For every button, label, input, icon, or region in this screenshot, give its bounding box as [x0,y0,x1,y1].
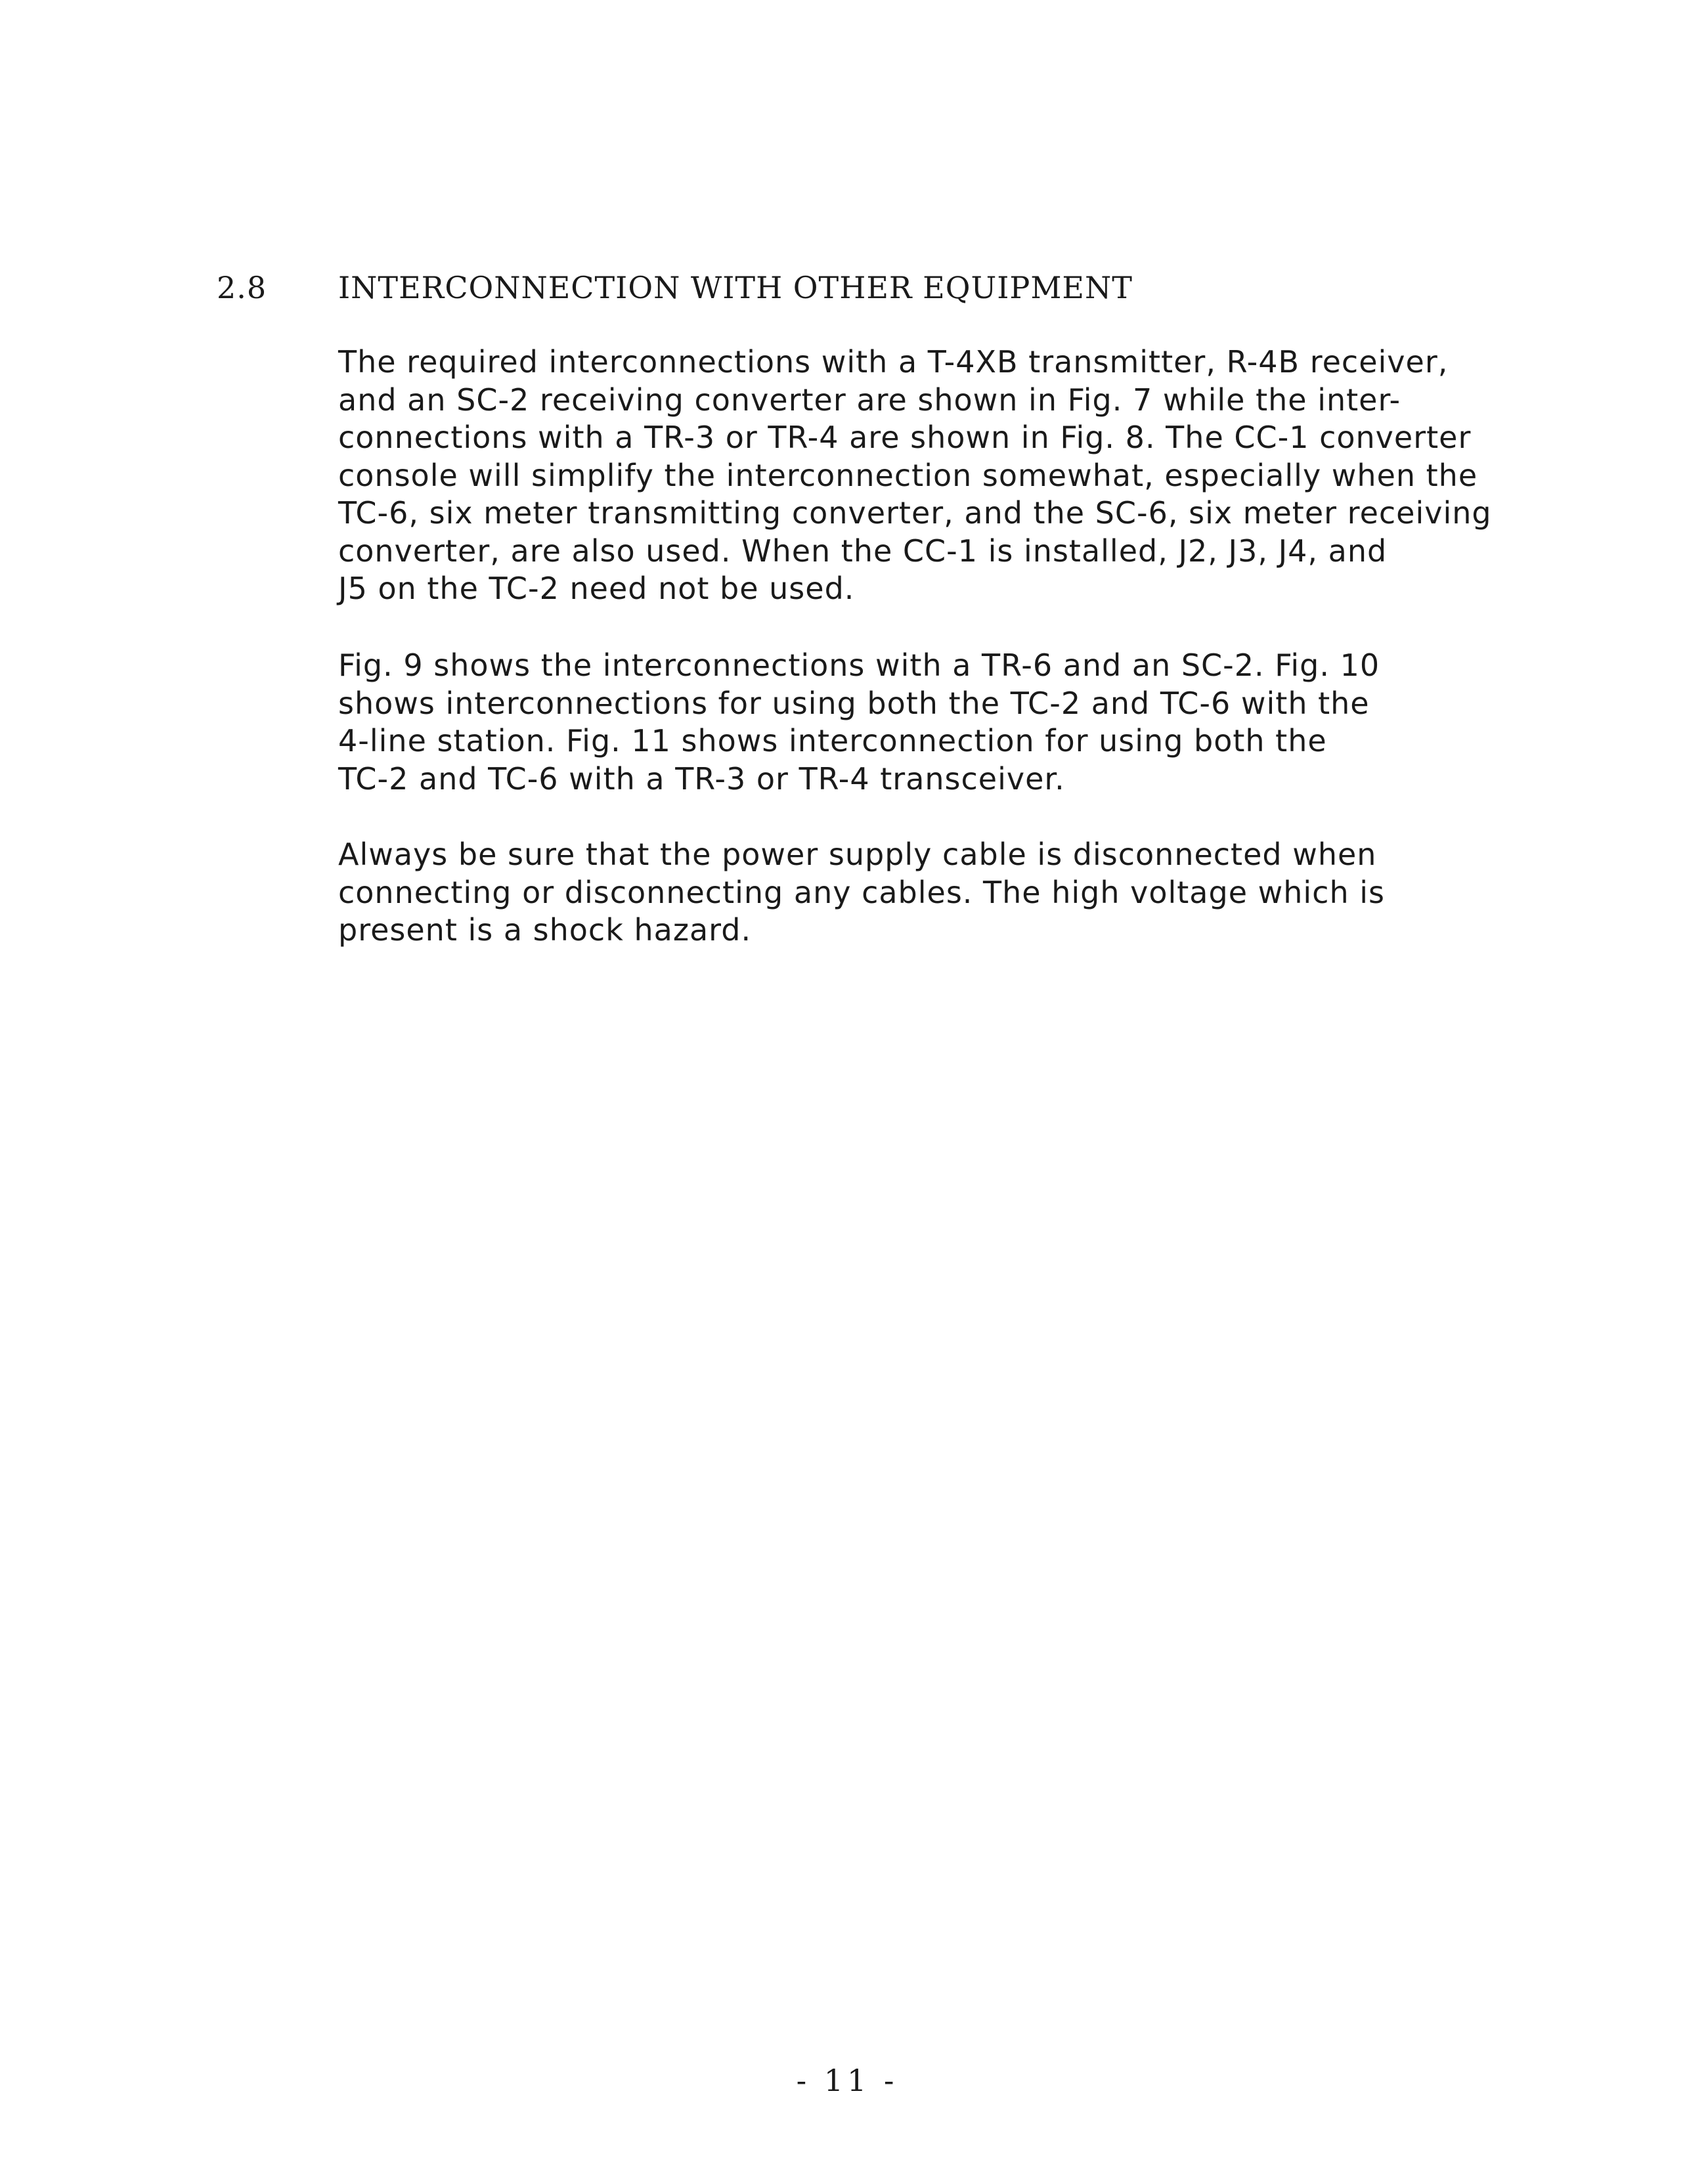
section-title: INTERCONNECTION WITH OTHER EQUIPMENT [338,270,1133,305]
text-line: converter, are also used. When the CC-1 is installed, J2, J3, J4, and [338,533,1388,569]
text-line: console will simplify the interconnection somewhat, especially when the [338,457,1478,493]
text-line: shows interconnections for using both the TC-2 and TC-6 with the [338,685,1370,721]
text-line: present is a shock hazard. [338,912,752,948]
text-line: The required interconnections with a T-4XB transmitter, R-4B receiver, [338,344,1449,380]
paragraph-safety-warning [338,836,1553,950]
text-line: connecting or disconnecting any cables. The high voltage which is [338,874,1385,910]
text-line: Fig. 9 shows the interconnections with a TR-6 and an SC-2. Fig. 10 [338,648,1380,683]
text-line: TC-2 and TC-6 with a TR-3 or TR-4 transceiver. [338,760,1065,797]
text-line: 4-line station. Fig. 11 shows interconnection for using both the [338,723,1327,758]
text-line: J5 on the TC-2 need not be used. [338,571,855,606]
page-number: - 11 - [796,2063,898,2098]
paragraph-figures [338,647,1553,798]
paragraph-interconnections [338,343,1553,608]
text-line: Always be sure that the power supply cable is disconnected when [338,837,1377,872]
text-line: connections with a TR-3 or TR-4 are shown in Fig. 8. The CC-1 converter [338,420,1472,455]
text-line: and an SC-2 receiving converter are shown in Fig. 7 while the inter- [338,382,1401,418]
section-number: 2.8 [217,270,267,305]
text-line: TC-6, six meter transmitting converter, and the SC-6, six meter receiving [338,495,1492,531]
section-heading [217,268,1530,307]
